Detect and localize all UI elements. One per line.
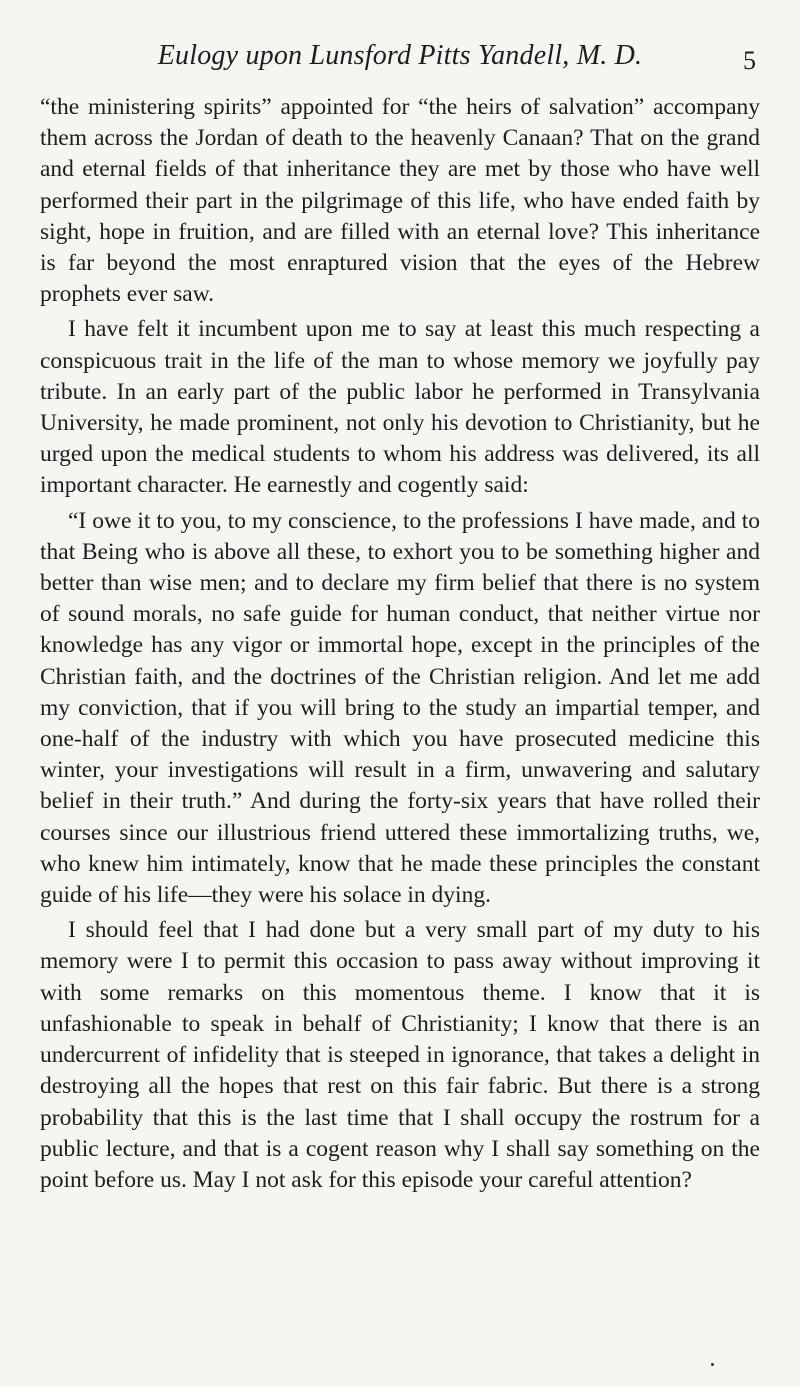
page-number: 5 [743, 46, 756, 75]
paragraph-duty: I should feel that I had done but a very small part of my duty to his memory were I to permit this occasion to pass away without improving it with some remarks on this momentous theme. I know that it is unfashionable to speak in behalf of Christianity; I know that there is an undercurrent of infidelity that is steeped in ignorance, that takes a delight in destroying all the hopes that rest on this fair fabric. But there is a strong probability that this is the last time that I shall occupy the rostrum for a public lecture, and that is a cogent reason why I shall say something on the point before us. May I not ask for this episode your careful attention? [40, 917, 760, 1193]
paragraph-quotation: “I owe it to you, to my conscience, to the professions I have made, and to that Being who is above all these, to exhort you to be something higher and better than wise men; and to declare my firm belief that there is no system of sound morals, no safe guide for human conduct, that neither virtue nor knowledge has any vigor or immortal hope, except in the principles of the Christian faith, and the doctrines of the Christian religion. And let me add my conviction, that if you will bring to the study an impartial temper, and one-half of the industry with which you have prosecuted medicine this winter, your investigations will result in a firm, unwavering and salutary belief in their truth.” And during the forty-six years that have rolled their courses since our illustrious friend uttered these immortalizing truths, we, who knew him intimately, know that he made these principles the constant guide of his life—they were his solace in dying. [40, 507, 760, 909]
running-title: Eulogy upon Lunsford Pitts Yandell, M. D. [157, 40, 643, 71]
paragraph-tribute: I have felt it incumbent upon me to say at least this much respecting a conspicuous trait in the life of the man to whose memory we joyfully pay tribute. In an early part of the public labor he performed in Transylvania University, he made prominent, not only his devotion to Christianity, but he urged upon the medical students to whom his address was delivered, its all important character. He earnestly and cogently said: [40, 316, 760, 499]
running-head [40, 40, 760, 76]
body-text [40, 92, 760, 1200]
paragraph-continued: “the ministering spirits” appointed for “the heirs of salvation” accompany them across the Jordan of death to the heavenly Canaan? That on the grand and eternal fields of that inheritance they are met by those who have well performed their part in the pilgrimage of this life, who have ended faith by sight, hope in fruition, and are filled with an eternal love? This inheritance is far beyond the most enraptured vision that the eyes of the Hebrew prophets ever saw. [40, 94, 760, 308]
print-speck [711, 1363, 714, 1366]
